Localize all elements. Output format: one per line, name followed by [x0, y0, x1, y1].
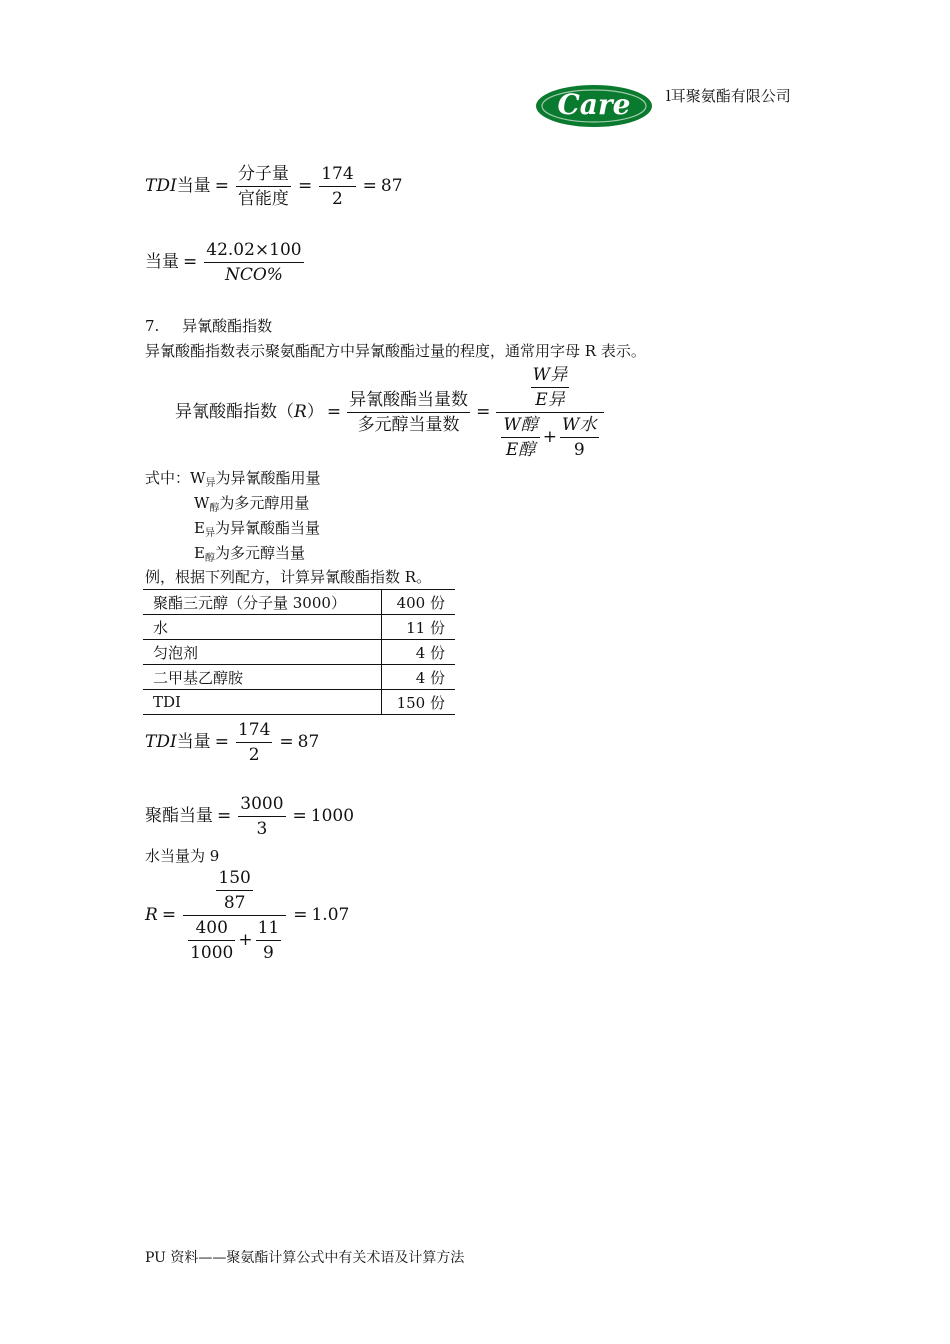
eq-r-a-num: 150 — [218, 867, 251, 888]
eq-polyester-frac — [238, 792, 285, 841]
eq-tdi-lhs: TDI — [145, 176, 177, 196]
company-logo — [535, 84, 653, 128]
eq-tdi-num: 分子量 — [237, 163, 289, 184]
eq-index-w-iso: W异 — [532, 364, 568, 385]
legend-intro-label: 式中： — [145, 469, 191, 487]
eq-index-frac-symbols: $\frac{\text{W异}}{\text{E异}}$ $\frac{\text{W醇}}{\text{E醇}}$ + $\frac{\text{W水}}{9}$ — [496, 363, 603, 462]
eq-index-nine: 9 — [573, 439, 585, 460]
legend-sym: W — [194, 494, 210, 512]
eq-tdi2-result: 87 — [297, 732, 320, 752]
table-cell-name: 匀泡剂 — [143, 640, 382, 665]
eq-tdi2-frac — [236, 718, 272, 767]
eq-isocyanate-index: 异氰酸酯指数（ R ） = $\frac{\text{异氰酸酯当量数}}{\text{多元醇当量数}}$ = $\frac{\text{W异}}{\text{E异}}$ $\frac{\text{W醇}}{\text{E醇}}$ + $\frac{\text{W水}}{9}$ — [175, 362, 607, 462]
eq-equiv-frac — [204, 238, 303, 287]
eq-index-e-iso: E异 — [535, 389, 565, 410]
legend-sub: 醇 — [209, 503, 220, 514]
eq-index-num: 异氰酸酯当量数 — [349, 389, 469, 410]
recipe-table — [143, 589, 455, 715]
table-row — [143, 615, 455, 640]
eq-r-calculation: R = $\frac{150}{87}$ $\frac{400}{1000}$ + $\frac{11}{9}$ = 1.07 — [145, 867, 350, 963]
legend-sym: E — [194, 544, 205, 562]
table-row — [143, 640, 455, 665]
legend-item — [194, 493, 309, 519]
legend-sym: W — [190, 469, 206, 487]
legend-text: 为多元醇当量 — [214, 544, 305, 562]
eq-index-lhs-close: ） — [306, 402, 324, 422]
eq-equiv-den: NCO% — [224, 264, 283, 285]
logo-text: Care — [557, 88, 631, 121]
legend-item — [194, 543, 305, 569]
eq-polyester-num: 3000 — [240, 793, 284, 814]
eq-equiv-num: 42.02×100 — [206, 239, 302, 260]
eq-index-iso-frac — [531, 363, 569, 412]
legend-text: 为多元醇用量 — [219, 494, 310, 512]
legend-sym: E — [194, 519, 205, 537]
eq-tdi-equivalent: TDI 当量 = $\frac{\text{分子量}}{\text{官能度}}$ = $\frac{174}{2}$ = 87 — [145, 163, 403, 209]
example-text: 例，根据下列配方，计算异氰酸酯指数 R。 — [145, 568, 432, 586]
legend-text: 为异氰酸酯当量 — [214, 519, 320, 537]
eq-tdi-num2: 174 — [321, 163, 354, 184]
eq-r-c-den: 9 — [262, 942, 274, 963]
legend-text: 为异氰酸酯用量 — [215, 469, 321, 487]
eq-index-frac-words — [347, 388, 470, 437]
eq-index-w-pol: W醇 — [503, 414, 538, 435]
eq-r-b-frac — [188, 916, 235, 965]
legend-sub: 异 — [204, 528, 215, 539]
table-row — [143, 665, 455, 690]
table-cell-value: 4 份 — [382, 665, 456, 690]
section-number: 7. — [145, 317, 160, 335]
eq-polyester-equivalent: 聚酯当量 = $\frac{3000}{3}$ = 1000 — [145, 793, 355, 839]
legend-sub: 异 — [205, 478, 216, 489]
table-row — [143, 590, 455, 615]
table-cell-name: TDI — [143, 690, 382, 715]
eq-tdi2-num: 174 — [237, 719, 271, 740]
eq-r-lhs: R — [145, 905, 158, 925]
eq-index-w-water: W水 — [562, 414, 597, 435]
eq-polyester-result: 1000 — [310, 806, 355, 826]
eq-tdi-equivalent-example: TDI 当量 = $\frac{174}{2}$ = 87 — [145, 719, 320, 765]
page-footer: PU 资料——聚氨酯计算公式中有关术语及计算方法 — [145, 1250, 465, 1266]
eq-equivalent: 当量 = $\frac{42.02\times 100}{\text{NCO\%}}$ — [145, 239, 302, 285]
table-cell-value: 4 份 — [382, 640, 456, 665]
eq-polyester-lhs: 聚酯当量 — [145, 806, 213, 826]
eq-r-a-den: 87 — [223, 892, 246, 913]
eq-tdi2-lhs: TDI — [145, 732, 177, 752]
eq-r-c-frac — [256, 916, 282, 965]
eq-tdi-den: 官能度 — [237, 188, 289, 209]
eq-tdi-frac2 — [319, 162, 355, 211]
legend-item — [194, 518, 320, 544]
section-heading — [145, 316, 272, 336]
eq-tdi-result: 87 — [380, 176, 403, 196]
water-equivalent: 水当量为 9 — [145, 847, 220, 865]
eq-r-a-frac — [216, 866, 252, 915]
eq-tdi-frac1 — [236, 162, 291, 211]
eq-r-b-den: 1000 — [190, 942, 234, 963]
eq-tdi-den2: 2 — [332, 188, 343, 209]
table-cell-value: 400 份 — [382, 590, 456, 615]
table-row — [143, 690, 455, 715]
eq-index-pol-frac — [501, 413, 539, 462]
eq-index-e-pol: E醇 — [505, 439, 536, 460]
section-title: 异氰酸酯指数 — [182, 317, 273, 335]
table-cell-name: 水 — [143, 615, 382, 640]
company-name: l耳聚氨酯有限公司 — [666, 87, 791, 105]
eq-equiv-lhs: 当量 — [145, 252, 179, 272]
section-description: 异氰酸酯指数表示聚氨酯配方中异氰酸酯过量的程度，通常用字母 R 表示。 — [145, 342, 646, 360]
eq-index-r: R — [294, 402, 307, 422]
eq-r-b-num: 400 — [195, 917, 228, 938]
eq-tdi-lhs-suffix: 当量 — [176, 176, 211, 196]
table-cell-name: 二甲基乙醇胺 — [143, 665, 382, 690]
eq-tdi2-den: 2 — [248, 744, 260, 765]
eq-tdi2-lhs-suffix: 当量 — [176, 732, 211, 752]
eq-index-water-frac — [560, 413, 598, 462]
eq-r-main-frac: $\frac{150}{87}$ $\frac{400}{1000}$ + $\frac{11}{9}$ — [183, 866, 286, 965]
eq-r-result: 1.07 — [311, 905, 350, 925]
table-cell-name: 聚酯三元醇（分子量 3000） — [143, 590, 382, 615]
eq-index-lhs: 异氰酸酯指数（ — [175, 402, 294, 422]
legend-sub: 醇 — [204, 553, 215, 564]
eq-index-den: 多元醇当量数 — [357, 414, 460, 435]
eq-r-c-num: 11 — [257, 917, 280, 938]
table-cell-value: 150 份 — [382, 690, 456, 715]
eq-polyester-den: 3 — [256, 818, 268, 839]
legend-intro — [145, 468, 320, 494]
table-cell-value: 11 份 — [382, 615, 456, 640]
